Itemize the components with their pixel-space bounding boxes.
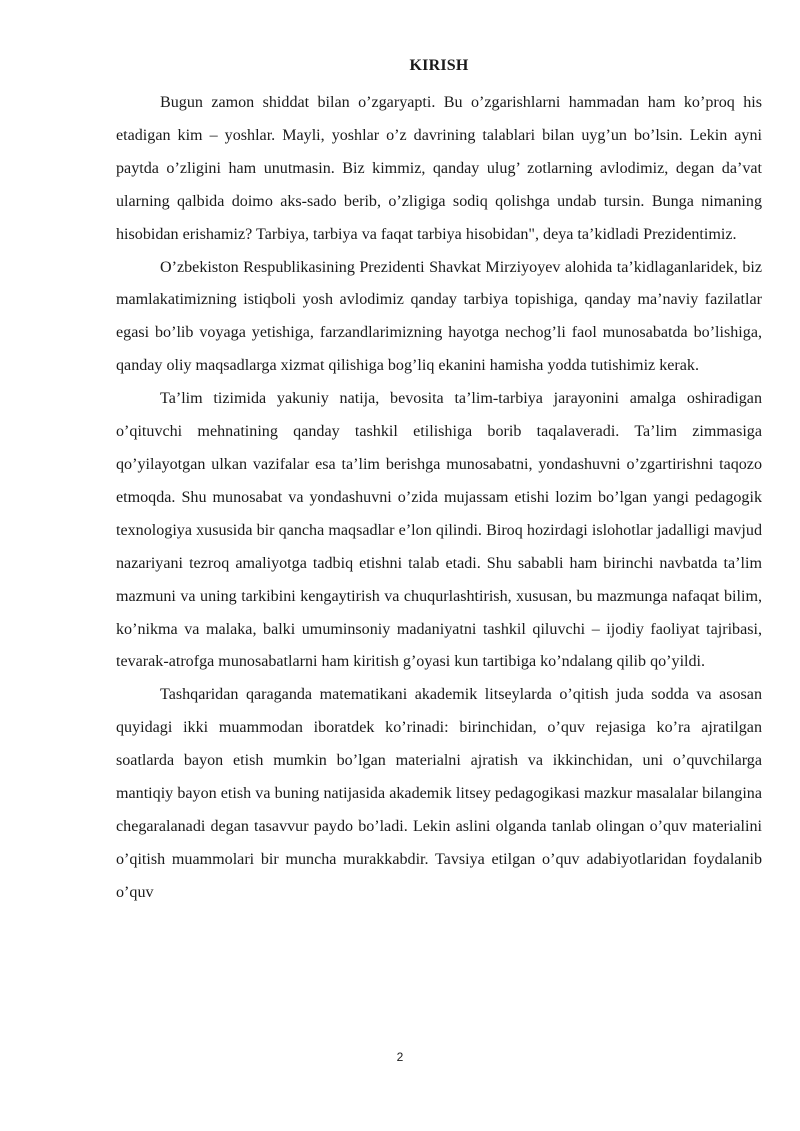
page-number: 2 xyxy=(396,1050,404,1064)
paragraph-2: O’zbekiston Respublikasining Prezidenti Shavkat Mirziyoyev alohida ta’kidlaganlaridek, biz mamlakatimizning istiqboli yosh avlodimiz qanday tarbiya topishiga, qanday ma’naviy fazilatlar egasi bo’lib voyaga yetishiga, farzandlarimizning hayotga nechog’li faol munosabatda bo’lishiga, qanday oliy maqsadlarga xizmat qilishiga bog’liq ekanini hamisha yodda tutishimiz kerak. xyxy=(116,258,762,375)
section-title: KIRISH xyxy=(409,57,469,74)
page-content xyxy=(116,56,762,910)
paragraph-3: Ta’lim tizimida yakuniy natija, bevosita ta’lim-tarbiya jarayonini amalga oshiradigan o’qituvchi mehnatining qanday tashkil etilishiga borib taqalaveradi. Ta’lim zimmasiga qo’yilayotgan ulkan vazifalar esa ta’lim berishga munosabatni, yondashuvni o’zgartirishni taqozo etmoqda. Shu munosabat va yondashuvni o’zida mujassam etishi lozim bo’lgan yangi pedagogik texnologiya xususida bir qancha maqsadlar e’lon qilindi. Biroq hozirdagi islohotlar jadalligi mavjud nazariyani tezroq amaliyotga tadbiq etishni talab etadi. Shu sababli ham birinchi navbatda ta’lim mazmuni va uning tarkibini kengaytirish va chuqurlashtirish, xususan, bu mazmunga nafaqat bilim, ko’nikma va malaka, balki umuminsoniy madaniyatni tashkil qiluvchi – ijodiy faoliyat tajribasi, tevarak-atrofga munosabatlarni ham kiritish g’oyasi kun tartibiga ko’ndalang qilib qo’yildi. xyxy=(116,390,762,671)
paragraph-1: Bugun zamon shiddat bilan o’zgaryapti. Bu o’zgarishlarni hammadan ham ko’proq his etadigan kim – yoshlar. Mayli, yoshlar o’z davrining talablari bilan uyg’un bo’lsin. Lekin ayni paytda o’zligini ham unutmasin. Biz kimmiz, qanday ulug’ zotlarning avlodimiz, degan da’vat ularning qalbida doimo aks-sado berib, o’zligiga sodiq qolishga undab tursin. Bunga nimaning hisobidan erishamiz? Tarbiya, tarbiya va faqat tarbiya hisobidan", deya ta’kidladi Prezidentimiz. xyxy=(116,94,762,243)
paragraph-4: Tashqaridan qaraganda matematikani akademik litseylarda o’qitish juda sodda va asosan quyidagi ikki muammodan iboratdek ko’rinadi: birinchidan, o’quv rejasiga ko’ra ajratilgan soatlarda bayon etish mumkin bo’lgan materialni ajratish va ikkinchidan, uni o’quvchilarga mantiqiy bayon etish va buning natijasida akademik litsey pedagogikasi mazkur masalalar bilangina chegaralanadi degan tasavvur paydo bo’ladi. Lekin aslini olganda tanlab olingan o’quv materialini o’qitish muammolari bir muncha murakkabdir. Tavsiya etilgan o’quv adabiyotlaridan foydalanib o’quv xyxy=(116,686,762,901)
